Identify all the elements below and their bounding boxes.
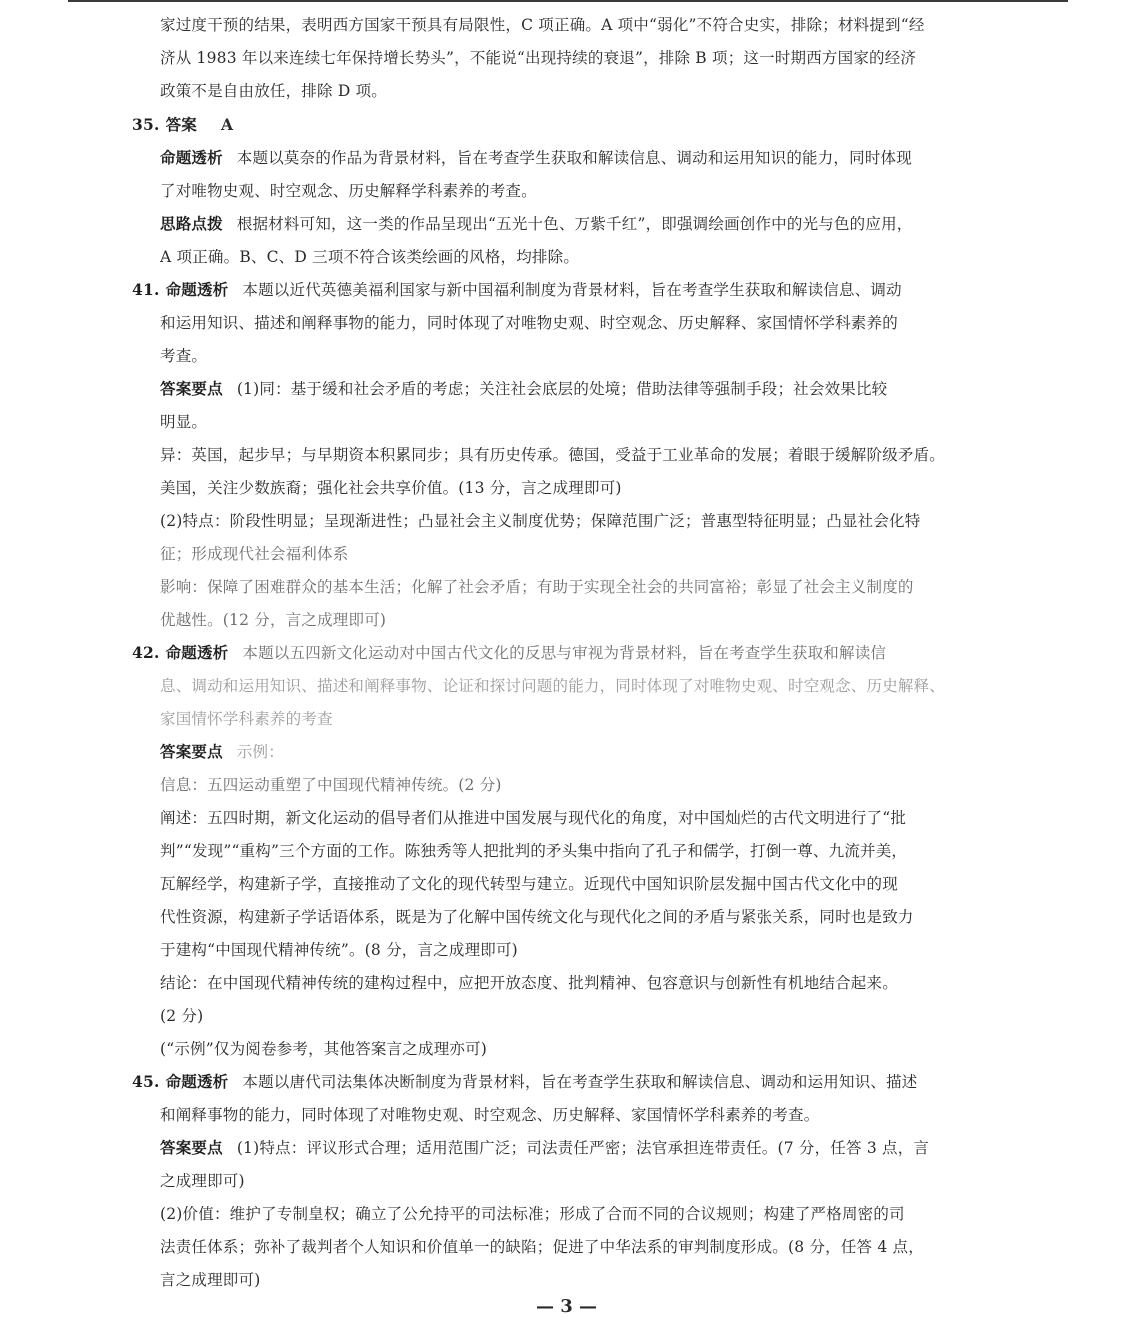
q41-number: 41. <box>132 280 160 299</box>
q41-key-line: 明显。 <box>160 413 208 431</box>
q42-key-line: (“示例”仅为阅卷参考，其他答案言之成理亦可) <box>160 1040 488 1058</box>
top-rule <box>68 0 1068 2</box>
q45-analysis-text: 本题以唐代司法集体决断制度为背景材料，旨在考查学生获取和解读信息、调动和运用知识、描述 <box>242 1073 918 1091</box>
q45-key-text: (1)特点：评议形式合理；适用范围广泛；司法责任严密；法官承担连带责任。(7 分，任答 3 点，言 <box>236 1139 930 1157</box>
q41-key-line: 优越性。(12 分，言之成理即可) <box>160 611 387 629</box>
q42-key-line: 瓦解经学，构建新子学，直接推动了文化的现代转型与建立。近现代中国知识阶层发掘中国古代文化中的现 <box>160 875 898 893</box>
q41-analysis-line: 考查。 <box>160 347 208 365</box>
q42-key-line: (2 分) <box>160 1007 204 1025</box>
intro-line: 济从 1983 年以来连续七年保持增长势头”，不能说“出现持续的衰退”，排除 B 项；这一时期西方国家的经济 <box>160 49 917 67</box>
q41-analysis-row <box>132 279 1002 301</box>
q41-analysis-label: 命题透析 <box>165 280 229 299</box>
q42-key-line: 信息：五四运动重塑了中国现代精神传统。(2 分) <box>160 776 502 794</box>
q41-key-row <box>160 378 1000 400</box>
q42-key-line: 结论：在中国现代精神传统的建构过程中，应把开放态度、批判精神、包容意识与创新性有机地结合起来。 <box>160 974 898 992</box>
q42-analysis-line: 家国情怀学科素养的考查 <box>160 710 333 728</box>
q45-analysis-row <box>132 1071 1002 1093</box>
q35-hint-label: 思路点拨 <box>160 214 223 233</box>
q45-key-line: 法责任体系；弥补了裁判者个人知识和价值单一的缺陷；促进了中华法系的审判制度形成。(8 分，任答 4 点， <box>160 1238 924 1256</box>
q41-key-line: (2)特点：阶段性明显；呈现渐进性；凸显社会主义制度优势；保障范围广泛；普惠型特征明显；凸显社会化特 <box>160 512 921 530</box>
q45-number: 45. <box>132 1072 160 1091</box>
q42-key-line: 于建构“中国现代精神传统”。(8 分，言之成理即可) <box>160 941 518 959</box>
page-number: — 3 — <box>535 1296 598 1317</box>
q45-key-line: 之成理即可) <box>160 1172 245 1190</box>
q42-key-label: 答案要点 <box>160 742 223 761</box>
q41-key-label: 答案要点 <box>160 379 223 398</box>
q41-key-line: 影响：保障了困难群众的基本生活；化解了社会矛盾；有助于实现全社会的共同富裕；彰显了社会主义制度的 <box>160 578 914 596</box>
q35-hint-row <box>160 213 1000 235</box>
q42-key-example: 示例： <box>236 743 284 761</box>
q42-number: 42. <box>132 643 160 662</box>
q42-analysis-text: 本题以五四新文化运动对中国古代文化的反思与审视为背景材料，旨在考查学生获取和解读信 <box>242 644 887 662</box>
q35-analysis-text: 本题以莫奈的作品为背景材料，旨在考查学生获取和解读信息、调动和运用知识的能力，同时体现 <box>236 149 912 167</box>
q45-key-line: 言之成理即可) <box>160 1271 261 1289</box>
q42-analysis-line: 息、调动和运用知识、描述和阐释事物、论证和探讨问题的能力，同时体现了对唯物史观、时空观念、历史解释、 <box>160 677 946 695</box>
q45-key-row <box>160 1137 1000 1159</box>
q35-answer-row <box>132 114 1002 136</box>
q45-key-line: (2)价值：维护了专制皇权；确立了公允持平的司法标准；形成了合而不同的合议规则；构建了严格周密的司 <box>160 1205 905 1223</box>
q42-key-line: 判”“发现”“重构”三个方面的工作。陈独秀等人把批判的矛头集中指向了孔子和儒学，打倒一尊、九流并美， <box>160 842 908 860</box>
intro-line: 家过度干预的结果，表明西方国家干预具有局限性，C 项正确。A 项中“弱化”不符合史实，排除；材料提到“经 <box>160 16 925 34</box>
q41-key-line: 美国，关注少数族裔；强化社会共享价值。(13 分，言之成理即可) <box>160 479 622 497</box>
q45-analysis-line: 和阐释事物的能力，同时体现了对唯物史观、时空观念、历史解释、家国情怀学科素养的考查。 <box>160 1106 820 1124</box>
q45-analysis-label: 命题透析 <box>165 1072 229 1091</box>
q45-key-label: 答案要点 <box>160 1138 223 1157</box>
q42-key-line: 阐述：五四时期，新文化运动的倡导者们从推进中国发展与现代化的角度，对中国灿烂的古代文明进行了“批 <box>160 809 907 827</box>
intro-line: 政策不是自由放任，排除 D 项。 <box>160 82 387 100</box>
q42-key-row <box>160 741 1000 763</box>
q41-key-text: (1)同：基于缓和社会矛盾的考虑；关注社会底层的处境；借助法律等强制手段；社会效果比较 <box>236 380 888 398</box>
q35-answer-label: 答案 <box>165 115 197 134</box>
q35-analysis-row <box>160 147 1000 169</box>
q35-number: 35. <box>132 115 160 134</box>
q42-analysis-row <box>132 642 1002 664</box>
q41-analysis-text: 本题以近代英德美福利国家与新中国福利制度为背景材料，旨在考查学生获取和解读信息、调动 <box>242 281 902 299</box>
q35-analysis-label: 命题透析 <box>160 148 223 167</box>
q42-analysis-label: 命题透析 <box>165 643 229 662</box>
q35-analysis-line: 了对唯物史观、时空观念、历史解释学科素养的考查。 <box>160 182 537 200</box>
q41-analysis-line: 和运用知识、描述和阐释事物的能力，同时体现了对唯物史观、时空观念、历史解释、家国情怀学科素养的 <box>160 314 898 332</box>
q35-answer: A <box>220 115 234 134</box>
q42-key-line: 代性资源，构建新子学话语体系，既是为了化解中国传统文化与现代化之间的矛盾与紧张关系，同时也是致力 <box>160 908 914 926</box>
q35-hint-text: 根据材料可知，这一类的作品呈现出“五光十色、万紫千红”，即强调绘画创作中的光与色的应用， <box>236 215 913 233</box>
q41-key-line: 异：英国，起步早；与早期资本积累同步；具有历史传承。德国，受益于工业革命的发展；着眼于缓解阶级矛盾。 <box>160 446 946 464</box>
q41-key-line: 征；形成现代社会福利体系 <box>160 545 349 563</box>
q35-hint-line: A 项正确。B、C、D 三项不符合该类绘画的风格，均排除。 <box>160 248 580 266</box>
